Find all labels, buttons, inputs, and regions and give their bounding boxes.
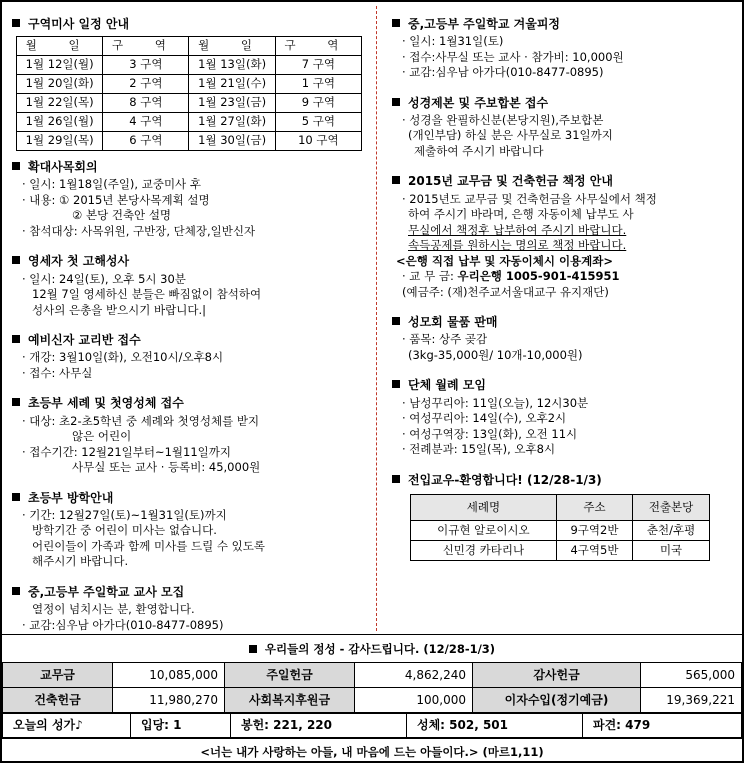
newcomers-table	[410, 494, 710, 561]
bullet-square-icon	[12, 19, 20, 27]
section-title: 전입교우-환영합니다! (12/28-1/3)	[392, 472, 738, 488]
table-row: 1월 12일(월) 3 구역 1월 13일(화) 7 구역	[17, 56, 362, 75]
table-row: 1월 26일(월) 4 구역 1월 27일(화) 5 구역	[17, 113, 362, 132]
schedule-section	[12, 16, 368, 151]
dues-section: 2015년 교무금 및 건축헌금 책정 안내 · 2015년도 교무금 및 건축헌금을 사무실에서 책정 하여 주시기 바라며, 은행 자동이체 납부도 사 무실에서 책정후 납부하여 주시기 바랍니다. 속득공제를 원하시는 명의로 책정 바랍니다. <은행 직접 납부 및 자동이체시 이용계좌> · 교 무 금: 우리은행 1005-901-415951 (예금주: (재)천주교서울대교구 유지재단)	[392, 173, 738, 300]
sacrament-section: 초등부 세례 및 첫영성체 접수 · 대상: 초2-초5학년 중 세례와 첫영성체를 받지 않은 어린이 · 접수기간: 12월21일부터~1월11일까지 사무실 또는 교사 · 등록비: 45,000원	[12, 395, 368, 475]
bullet-square-icon	[12, 335, 20, 343]
bullet-square-icon	[392, 98, 400, 106]
section-title: 중,고등부 주일학교 교사 모집	[12, 584, 368, 600]
table-header: 월 일	[17, 37, 103, 56]
column-divider	[376, 6, 377, 631]
schedule-table	[16, 36, 362, 151]
section-title: 중,고등부 주일학교 겨울피정	[392, 16, 738, 32]
bullet-square-icon	[392, 380, 400, 388]
bible-section: 성경제본 및 주보합본 접수 · 성경을 완필하신분(본당지원),주보합본 (개인부담) 하실 분은 사무실로 31일까지 제출하여 주시기 바랍니다	[392, 95, 738, 160]
table-header: 구 역	[103, 37, 189, 56]
table-row: 1월 20일(화) 2 구역 1월 21일(수) 1 구역	[17, 75, 362, 94]
vacation-section: 초등부 방학안내 · 기간: 12월27일(토)~1월31일(토)까지 방학기간 중 어린이 미사는 없습니다. 어린이들이 가족과 함께 미사를 드릴 수 있도록 해주시기 바랍니다.	[12, 490, 368, 570]
winter-camp-section: 중,고등부 주일학교 겨울피정 · 일시: 1월31일(토) · 접수:사무실 또는 교사 · 참가비: 10,000원 · 교감:심우남 아가다(010-8477-0895)	[392, 16, 738, 81]
section-title: 초등부 세례 및 첫영성체 접수	[12, 395, 368, 411]
bullet-square-icon	[12, 587, 20, 595]
table-row: 1월 22일(목) 8 구역 1월 23일(금) 9 구역	[17, 94, 362, 113]
newcomers-section	[392, 472, 738, 561]
section-title: 단체 월례 모임	[392, 377, 738, 393]
hymn-table	[2, 713, 742, 738]
council-section: 확대사목회의 · 일시: 1월18일(주일), 교중미사 후 · 내용: ① 2015년 본당사목계획 설명 ② 본당 건축안 설명 · 참석대상: 사목위원, 구반장, 단체장,일반신자	[12, 159, 368, 239]
table-row: 1월 29일(목) 6 구역 1월 30일(금) 10 구역	[17, 132, 362, 151]
section-title: 성경제본 및 주보합본 접수	[392, 95, 738, 111]
offerings-area	[2, 634, 742, 763]
table-row: 교무금 10,085,000 주일헌금 4,862,240 감사헌금 565,000	[3, 663, 742, 688]
section-title: 성모회 물품 판매	[392, 314, 738, 330]
offerings-table	[2, 662, 742, 713]
bullet-square-icon	[392, 317, 400, 325]
bullet-square-icon	[12, 256, 20, 264]
section-title: 초등부 방학안내	[12, 490, 368, 506]
right-column	[392, 16, 738, 575]
bullet-square-icon	[392, 475, 400, 483]
left-column	[12, 16, 368, 647]
bullet-square-icon	[249, 645, 257, 653]
section-title: 2015년 교무금 및 건축헌금 책정 안내	[392, 173, 738, 189]
bullet-square-icon	[12, 398, 20, 406]
confession-section: 영세자 첫 고해성사 · 일시: 24일(토), 오후 5시 30분 12월 7일 영세하신 분들은 빠짐없이 참석하여 성사의 은총을 받으시기 바랍니다.|	[12, 253, 368, 318]
table-header: 세례명	[411, 494, 557, 520]
table-header: 구 역	[275, 37, 361, 56]
bullet-square-icon	[12, 162, 20, 170]
teacher-section: 중,고등부 주일학교 교사 모집 열정이 넘치시는 분, 환영합니다. · 교감:심우남 아가다(010-8477-0895)	[12, 584, 368, 633]
table-row: 신민경 카타리나 4구역5반 미국	[411, 540, 710, 560]
bible-verse: <너는 내가 사랑하는 아들, 내 마음에 드는 아들이다.> (마르1,11)	[2, 738, 742, 763]
table-row: 오늘의 성가♪ 입당: 1 봉헌: 221, 220 성체: 502, 501 파견: 479	[3, 714, 742, 738]
table-row: 건축헌금 11,980,270 사회복지후원금 100,000 이자수입(정기예금) 19,369,221	[3, 688, 742, 713]
bullet-square-icon	[392, 176, 400, 184]
section-title: 구역미사 일정 안내	[12, 16, 368, 32]
section-title: 영세자 첫 고해성사	[12, 253, 368, 269]
offerings-title: 우리들의 정성 - 감사드립니다. (12/28-1/3)	[2, 634, 742, 662]
bullet-square-icon	[12, 493, 20, 501]
section-title: 확대사목회의	[12, 159, 368, 175]
section-title: 예비신자 교리반 접수	[12, 332, 368, 348]
table-header: 주소	[556, 494, 632, 520]
catechumen-section: 예비신자 교리반 접수 · 개강: 3월10일(화), 오전10시/오후8시 · 접수: 사무실	[12, 332, 368, 381]
table-header: 전출본당	[633, 494, 710, 520]
meetings-section: 단체 월례 모임 · 남성꾸리아: 11일(오늘), 12시30분 · 여성꾸리아: 14일(수), 오후2시 · 여성구역장: 13일(화), 오전 11시 · 전례분과: 15일(목), 오후8시	[392, 377, 738, 457]
goods-section: 성모회 물품 판매 · 품목: 상주 곶감 (3kg-35,000원/ 10개-10,000원)	[392, 314, 738, 363]
table-header: 월 일	[189, 37, 275, 56]
bullet-square-icon	[392, 19, 400, 27]
table-row: 이규현 알로이시오 9구역2반 춘천/후평	[411, 520, 710, 540]
